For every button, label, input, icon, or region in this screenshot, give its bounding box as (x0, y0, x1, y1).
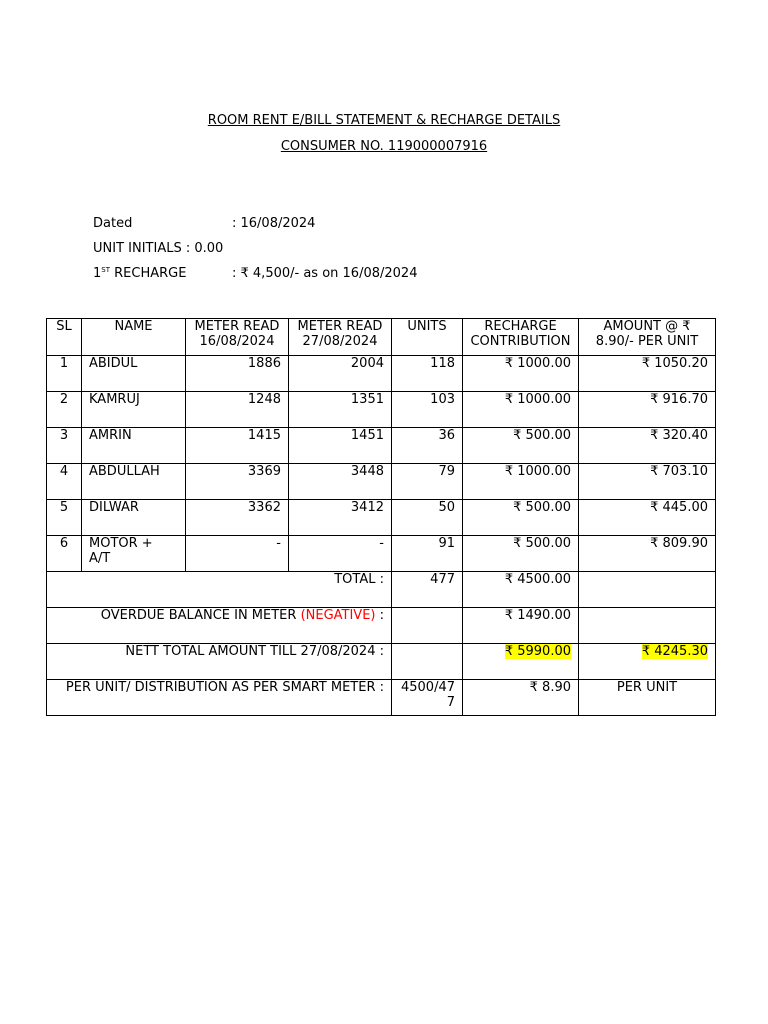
cell-units: 79 (392, 464, 463, 500)
cell-name: ABDULLAH (82, 464, 186, 500)
nett-units-empty (392, 644, 463, 680)
cell-meter-1: 1248 (186, 392, 289, 428)
dated-value: : 16/08/2024 (232, 216, 316, 231)
cell-amount: ₹ 809.90 (579, 536, 716, 572)
col-header-amount: AMOUNT @ ₹ 8.90/- PER UNIT (579, 319, 716, 356)
per-unit-row (47, 680, 716, 716)
col-header-recharge: RECHARGE CONTRIBUTION (463, 319, 579, 356)
nett-amount (579, 644, 716, 680)
overdue-amount-empty (579, 608, 716, 644)
cell-sl: 5 (47, 500, 82, 536)
table-header-row (47, 319, 716, 356)
cell-sl: 2 (47, 392, 82, 428)
overdue-label: OVERDUE BALANCE IN METER (NEGATIVE) : (47, 608, 392, 644)
cell-sl: 1 (47, 356, 82, 392)
cell-meter-2: - (289, 536, 392, 572)
table-row (47, 536, 716, 572)
table-row (47, 464, 716, 500)
nett-total-row (47, 644, 716, 680)
cell-units: 91 (392, 536, 463, 572)
col-header-name: NAME (82, 319, 186, 356)
cell-amount: ₹ 445.00 (579, 500, 716, 536)
per-unit-rate: ₹ 8.90 (463, 680, 579, 716)
cell-amount: ₹ 1050.20 (579, 356, 716, 392)
cell-sl: 4 (47, 464, 82, 500)
cell-amount: ₹ 703.10 (579, 464, 716, 500)
cell-meter-2: 2004 (289, 356, 392, 392)
cell-meter-2: 1351 (289, 392, 392, 428)
nett-recharge (463, 644, 579, 680)
col-header-meter-read-1: METER READ 16/08/2024 (186, 319, 289, 356)
recharge-label-text: RECHARGE (110, 266, 187, 281)
cell-recharge: ₹ 1000.00 (463, 392, 579, 428)
recharge-label-sup: ST (101, 266, 111, 274)
nett-total-label: NETT TOTAL AMOUNT TILL 27/08/2024 : (47, 644, 392, 680)
cell-meter-2: 1451 (289, 428, 392, 464)
cell-name: AMRIN (82, 428, 186, 464)
negative-note: (NEGATIVE) (300, 608, 376, 623)
dated-label: Dated (93, 216, 133, 231)
cell-recharge: ₹ 500.00 (463, 500, 579, 536)
recharge-value: : ₹ 4,500/- as on 16/08/2024 (232, 266, 418, 281)
col-header-meter-read-2: METER READ 27/08/2024 (289, 319, 392, 356)
cell-sl: 3 (47, 428, 82, 464)
table-row (47, 500, 716, 536)
recharge-row (93, 266, 417, 281)
cell-name: KAMRUJ (82, 392, 186, 428)
overdue-recharge: ₹ 1490.00 (463, 608, 579, 644)
cell-meter-1: 1886 (186, 356, 289, 392)
per-unit-units: 4500/47 7 (392, 680, 463, 716)
cell-units: 118 (392, 356, 463, 392)
cell-amount: ₹ 320.40 (579, 428, 716, 464)
overdue-row (47, 608, 716, 644)
recharge-label (93, 266, 232, 281)
billing-table (46, 318, 716, 716)
per-unit-text: PER UNIT (579, 680, 716, 716)
total-row (47, 572, 716, 608)
table-row (47, 428, 716, 464)
table-row (47, 392, 716, 428)
cell-recharge: ₹ 1000.00 (463, 464, 579, 500)
cell-name: MOTOR + A/T (82, 536, 186, 572)
total-recharge: ₹ 4500.00 (463, 572, 579, 608)
cell-units: 50 (392, 500, 463, 536)
cell-recharge: ₹ 1000.00 (463, 356, 579, 392)
cell-amount: ₹ 916.70 (579, 392, 716, 428)
cell-meter-1: - (186, 536, 289, 572)
dated-row (93, 216, 315, 231)
cell-meter-2: 3448 (289, 464, 392, 500)
col-header-sl: SL (47, 319, 82, 356)
unit-initials: UNIT INITIALS : 0.00 (93, 241, 224, 256)
total-units: 477 (392, 572, 463, 608)
consumer-number: CONSUMER NO. 119000007916 (280, 139, 488, 154)
cell-sl: 6 (47, 536, 82, 572)
cell-recharge: ₹ 500.00 (463, 428, 579, 464)
table-row (47, 356, 716, 392)
total-amount-empty (579, 572, 716, 608)
cell-units: 103 (392, 392, 463, 428)
cell-name: ABIDUL (82, 356, 186, 392)
cell-meter-2: 3412 (289, 500, 392, 536)
nett-recharge-highlight: ₹ 5990.00 (504, 644, 571, 659)
col-header-units: UNITS (392, 319, 463, 356)
nett-amount-highlight: ₹ 4245.30 (641, 644, 708, 659)
cell-units: 36 (392, 428, 463, 464)
cell-meter-1: 3369 (186, 464, 289, 500)
cell-meter-1: 1415 (186, 428, 289, 464)
statement-title: ROOM RENT E/BILL STATEMENT & RECHARGE DETAILS (207, 113, 561, 128)
overdue-units-empty (392, 608, 463, 644)
total-label: TOTAL : (47, 572, 392, 608)
per-unit-label: PER UNIT/ DISTRIBUTION AS PER SMART METER : (47, 680, 392, 716)
cell-name: DILWAR (82, 500, 186, 536)
cell-meter-1: 3362 (186, 500, 289, 536)
recharge-label-num: 1 (93, 266, 102, 281)
cell-recharge: ₹ 500.00 (463, 536, 579, 572)
